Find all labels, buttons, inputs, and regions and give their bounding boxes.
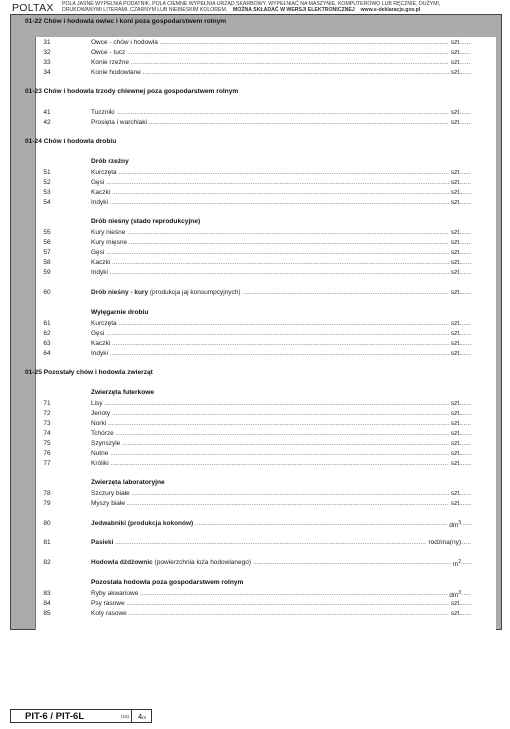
row-unit: szt.	[450, 410, 461, 417]
header-line-2b: MOŻNA SKŁADAĆ W WERSJI ELEKTRONICZNEJ	[233, 7, 355, 13]
row-unit: szt.	[450, 490, 461, 497]
row-number: 58	[43, 259, 51, 266]
subhead-drob-niesny: Drób nieśny (stado reprodukcyjne)	[91, 218, 201, 225]
unit-dm: dm	[449, 592, 459, 600]
row-number: 81	[43, 539, 51, 546]
row-31[interactable]	[35, 39, 485, 48]
row-label: Tchórze .....	[91, 430, 471, 437]
row-unit: szt.	[450, 500, 461, 507]
form-box	[10, 14, 502, 630]
row-number: 54	[43, 199, 51, 206]
page-current: 4	[138, 712, 143, 721]
row-unit: szt.	[450, 460, 461, 467]
row-label: Kurczęta .....	[91, 169, 471, 176]
subhead-drob-rzezny: Drób rzeźny	[91, 158, 129, 165]
unit-m: m	[452, 561, 459, 569]
row-number: 33	[43, 59, 51, 66]
row-label: Szczury białe .....	[91, 490, 471, 497]
row-label	[91, 539, 471, 546]
row-unit	[451, 559, 461, 568]
row-unit: szt.	[450, 119, 461, 126]
row-label: Konie hodowlane .....	[91, 69, 471, 76]
row-number: 76	[43, 450, 51, 457]
subhead-pozostala: Pozostała hodowla poza gospodarstwem rolnym	[91, 579, 244, 586]
row-unit: szt.	[450, 259, 461, 266]
row-label: Kaczki .....	[91, 259, 471, 266]
row-number: 55	[43, 229, 51, 236]
row-label-rest: (powierzchnia łoża hodowlanego)	[152, 559, 252, 566]
row-71[interactable]	[35, 400, 485, 409]
row-number: 42	[43, 119, 51, 126]
row-label: Tuczniki .....	[91, 109, 471, 116]
row-label: Kury mięsne .....	[91, 239, 471, 246]
row-unit: szt.	[450, 320, 461, 327]
row-number: 34	[43, 69, 51, 76]
unit-exponent: 3	[458, 590, 461, 596]
row-number: 56	[43, 239, 51, 246]
row-number: 77	[43, 460, 51, 467]
row-label-bold: Pasieki	[91, 539, 114, 546]
row-label: Konie rzeźne .....	[91, 59, 471, 66]
section-01-23: 01-23 Chów i hodowla trzody chlewnej poza gospodarstwem rolnym	[25, 88, 239, 95]
row-42[interactable]	[35, 119, 485, 128]
row-number: 73	[43, 420, 51, 427]
row-unit: szt.	[450, 249, 461, 256]
row-unit	[447, 520, 461, 529]
header-line-2a: DRUKOWANYMI LITERAMI, CZARNYM LUB NIEBIESKIM KOLOREM.	[62, 7, 228, 13]
row-unit	[447, 590, 461, 599]
row-label: Kurczęta .....	[91, 320, 471, 327]
header-line-2	[62, 7, 502, 13]
row-unit: szt.	[450, 49, 461, 56]
form-code: PIT-6 / PIT-6L	[25, 711, 85, 722]
row-unit: szt.	[450, 420, 461, 427]
row-label: Kaczki .....	[91, 340, 471, 347]
row-unit: szt.	[450, 430, 461, 437]
row-unit: szt.	[450, 610, 461, 617]
section-01-24: 01-24 Chów i hodowla drobiu	[25, 138, 117, 145]
row-75[interactable]	[35, 440, 485, 449]
unit-exponent: 2	[458, 559, 461, 565]
row-unit: szt.	[450, 109, 461, 116]
row-unit: szt.	[450, 400, 461, 407]
row-60[interactable]	[35, 289, 485, 298]
row-61[interactable]	[35, 320, 485, 329]
row-number: 82	[43, 559, 51, 566]
row-label: Lisy .....	[91, 400, 471, 407]
header-line-2c: www.e-deklaracje.gov.pl	[360, 7, 421, 13]
header-instructions	[62, 1, 502, 13]
row-33[interactable]	[35, 59, 485, 68]
row-label: Norki .....	[91, 420, 471, 427]
row-53[interactable]	[35, 189, 485, 198]
row-63[interactable]	[35, 340, 485, 349]
subhead-futerkowe: Zwierzęta futerkowe	[91, 389, 155, 396]
row-number: 78	[43, 490, 51, 497]
row-label: Nutrie .....	[91, 450, 471, 457]
row-label: Gęsi .....	[91, 179, 471, 186]
row-79[interactable]	[35, 500, 485, 509]
row-number: 41	[43, 109, 51, 116]
row-72[interactable]	[35, 410, 485, 419]
row-number: 31	[43, 39, 51, 46]
row-label-bold: Jedwabniki (produkcja kokonów)	[91, 520, 194, 527]
row-number: 74	[43, 430, 51, 437]
row-unit: szt.	[450, 199, 461, 206]
row-number: 60	[43, 289, 51, 296]
row-label	[91, 559, 471, 569]
header-line-1: POLA JASNE WYPEŁNIA PODATNIK, POLA CIEMNE WYPEŁNIA URZĄD SKARBOWY. WYPEŁNIAĆ NA MASZYNIE, KOMPUTEROWO LUB RĘCZNIE, DUŻYMI,	[62, 1, 441, 7]
row-number: 32	[43, 49, 51, 56]
row-unit: szt.	[450, 350, 461, 357]
poltax-logo: POLTAX	[12, 2, 54, 14]
row-number: 61	[43, 320, 51, 327]
row-number: 85	[43, 610, 51, 617]
row-number: 84	[43, 600, 51, 607]
row-label: Indyki .....	[91, 350, 471, 357]
row-81[interactable]	[35, 539, 485, 548]
row-59[interactable]	[35, 269, 485, 278]
row-label: Prosięta i warchlaki .....	[91, 119, 471, 126]
row-32[interactable]	[35, 49, 485, 58]
row-77[interactable]	[35, 460, 485, 469]
row-56[interactable]	[35, 239, 485, 248]
row-label: Kury nieśne .....	[91, 229, 471, 236]
subhead-wylegarnie: Wylęgarnie drobiu	[91, 309, 149, 316]
unit-exponent: 3	[458, 520, 461, 526]
row-label: Indyki .....	[91, 269, 471, 276]
row-label-rest: (produkcja jaj konsumpcyjnych)	[148, 289, 241, 296]
row-41[interactable]	[35, 109, 485, 118]
row-unit: szt.	[450, 69, 461, 76]
row-73[interactable]	[35, 420, 485, 429]
row-74[interactable]	[35, 430, 485, 439]
row-unit: szt.	[450, 59, 461, 66]
row-number: 75	[43, 440, 51, 447]
row-unit: szt.	[450, 340, 461, 347]
row-label: Króliki .....	[91, 460, 471, 467]
unit-dm: dm	[449, 522, 459, 530]
row-number: 64	[43, 350, 51, 357]
row-label: Myszy białe .....	[91, 500, 471, 507]
row-54[interactable]	[35, 199, 485, 208]
row-83[interactable]	[35, 590, 485, 599]
row-label-bold: Hodowla dżdżownic	[91, 559, 153, 566]
row-78[interactable]	[35, 490, 485, 499]
row-unit: szt.	[450, 179, 461, 186]
row-52[interactable]	[35, 179, 485, 188]
footer-divider	[131, 710, 132, 722]
row-label: Koty rasowe .....	[91, 610, 471, 617]
row-label-bold: Drób nieśny - kury	[91, 289, 149, 296]
row-number: 52	[43, 179, 51, 186]
row-label: Kaczki .....	[91, 189, 471, 196]
section-01-22: 01-22 Chów i hodowla owiec i koni poza gospodarstwem rolnym	[25, 18, 227, 25]
row-80[interactable]	[35, 520, 485, 529]
row-unit: szt.	[450, 39, 461, 46]
row-number: 62	[43, 330, 51, 337]
row-number: 63	[43, 340, 51, 347]
row-unit: szt.	[450, 330, 461, 337]
row-unit: rodzina(ny)	[428, 539, 461, 546]
row-label: Indyki .....	[91, 199, 471, 206]
row-51[interactable]	[35, 169, 485, 178]
row-62[interactable]	[35, 330, 485, 339]
row-number: 51	[43, 169, 51, 176]
row-57[interactable]	[35, 249, 485, 258]
row-unit: szt.	[450, 169, 461, 176]
row-number: 59	[43, 269, 51, 276]
row-82[interactable]	[35, 559, 485, 568]
row-unit: szt.	[450, 229, 461, 236]
row-number: 72	[43, 410, 51, 417]
row-label	[91, 289, 471, 296]
page-number	[138, 712, 146, 721]
row-number: 57	[43, 249, 51, 256]
subhead-laboratoryjne: Zwierzęta laboratoryjne	[91, 479, 165, 486]
row-number: 53	[43, 189, 51, 196]
row-unit: szt.	[450, 239, 461, 246]
row-55[interactable]	[35, 229, 485, 238]
row-label: Owce - tucz .....	[91, 49, 471, 56]
row-label: Owce - chów i hodowla .....	[91, 39, 471, 46]
row-label: Gęsi .....	[91, 330, 471, 337]
row-label: Gęsi .....	[91, 249, 471, 256]
row-unit: szt.	[450, 269, 461, 276]
row-unit: szt.	[450, 450, 461, 457]
section-01-25: 01-25 Pozostały chów i hodowla zwierząt	[25, 369, 153, 376]
row-label	[91, 520, 471, 530]
row-76[interactable]	[35, 450, 485, 459]
row-unit: szt.	[450, 600, 461, 607]
form-version: (16)	[121, 714, 130, 719]
row-label: Jenoty .....	[91, 410, 471, 417]
row-34[interactable]	[35, 69, 485, 78]
row-58[interactable]	[35, 259, 485, 268]
row-unit: szt.	[450, 289, 461, 296]
row-84[interactable]	[35, 600, 485, 609]
row-85[interactable]	[35, 610, 485, 619]
row-unit: szt.	[450, 189, 461, 196]
row-label: Psy rasowe .....	[91, 600, 471, 607]
row-label: Szynszyle .....	[91, 440, 471, 447]
row-unit: szt.	[450, 440, 461, 447]
page-total: /4	[142, 715, 146, 720]
form-footer	[10, 709, 152, 723]
row-number: 71	[43, 400, 51, 407]
row-64[interactable]	[35, 350, 485, 359]
row-number: 83	[43, 590, 51, 597]
row-label: Ryby akwariowe .....	[91, 590, 471, 597]
row-number: 79	[43, 500, 51, 507]
row-number: 80	[43, 520, 51, 527]
